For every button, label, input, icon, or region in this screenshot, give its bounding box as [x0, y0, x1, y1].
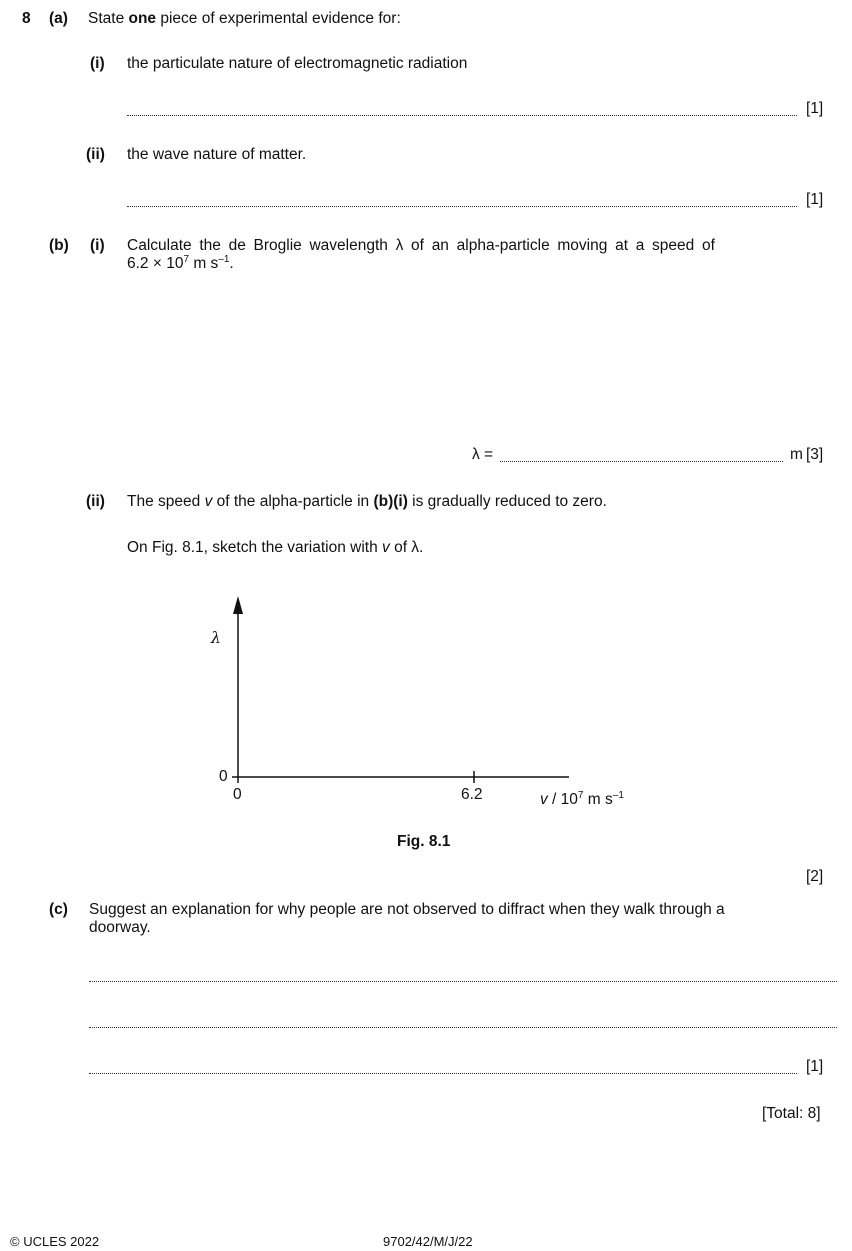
marks-c: [1]	[806, 1058, 824, 1075]
footer-copyright: © UCLES 2022	[10, 1234, 100, 1249]
part-a-label: (a)	[49, 10, 68, 27]
y-axis-label: λ	[211, 629, 221, 647]
answer-line-c-3[interactable]	[89, 1073, 797, 1074]
footer-code: 9702/42/M/J/22	[383, 1234, 473, 1249]
marks-b-i: [3]	[806, 446, 824, 463]
question-number: 8	[22, 10, 31, 27]
answer-line-c-2[interactable]	[89, 1027, 837, 1028]
part-a-i-text: the particulate nature of electromagnetic radiation	[127, 55, 468, 72]
x-tick-label: 6.2	[461, 786, 483, 803]
answer-unit-b-i: m	[790, 446, 803, 463]
y-axis-arrow	[233, 596, 243, 614]
part-a-i-label: (i)	[90, 55, 105, 72]
part-b-i-label: (i)	[90, 237, 105, 254]
x-origin-label: 0	[233, 786, 242, 803]
marks-b-ii: [2]	[806, 868, 824, 885]
total-marks: [Total: 8]	[762, 1105, 821, 1122]
part-b-i-line1: Calculate the de Broglie wavelength λ of an alpha-particle moving at a speed of	[127, 237, 715, 254]
part-a-ii-text: the wave nature of matter.	[127, 146, 307, 163]
y-origin-label: 0	[219, 768, 228, 785]
x-axis-label: v / $10^7$ m $s^{-1}$	[540, 790, 624, 808]
marks-a-ii: [1]	[806, 191, 824, 208]
part-b-i-line2: $6.2 \times 10^7$ m $s^{-1}$.	[127, 254, 234, 272]
answer-lambda-prefix: λ =	[472, 446, 494, 463]
part-c-label: (c)	[49, 901, 68, 918]
marks-a-i: [1]	[806, 100, 824, 117]
part-c-line1: Suggest an explanation for why people are not observed to diffract when they walk through a	[89, 901, 725, 918]
part-b-ii-label: (ii)	[86, 493, 105, 510]
part-b-label: (b)	[49, 237, 69, 254]
part-a-ii-label: (ii)	[86, 146, 105, 163]
part-b-ii-line1: The speed v of the alpha-particle in (b)(i) is gradually reduced to zero.	[127, 493, 607, 510]
part-b-ii-line2: On Fig. 8.1, sketch the variation with v of λ.	[127, 539, 424, 556]
part-c-line2: doorway.	[89, 919, 151, 936]
figure-caption: Fig. 8.1	[397, 833, 451, 850]
answer-line-c-1[interactable]	[89, 981, 837, 982]
part-a-prompt: State one piece of experimental evidence for:	[88, 10, 401, 27]
